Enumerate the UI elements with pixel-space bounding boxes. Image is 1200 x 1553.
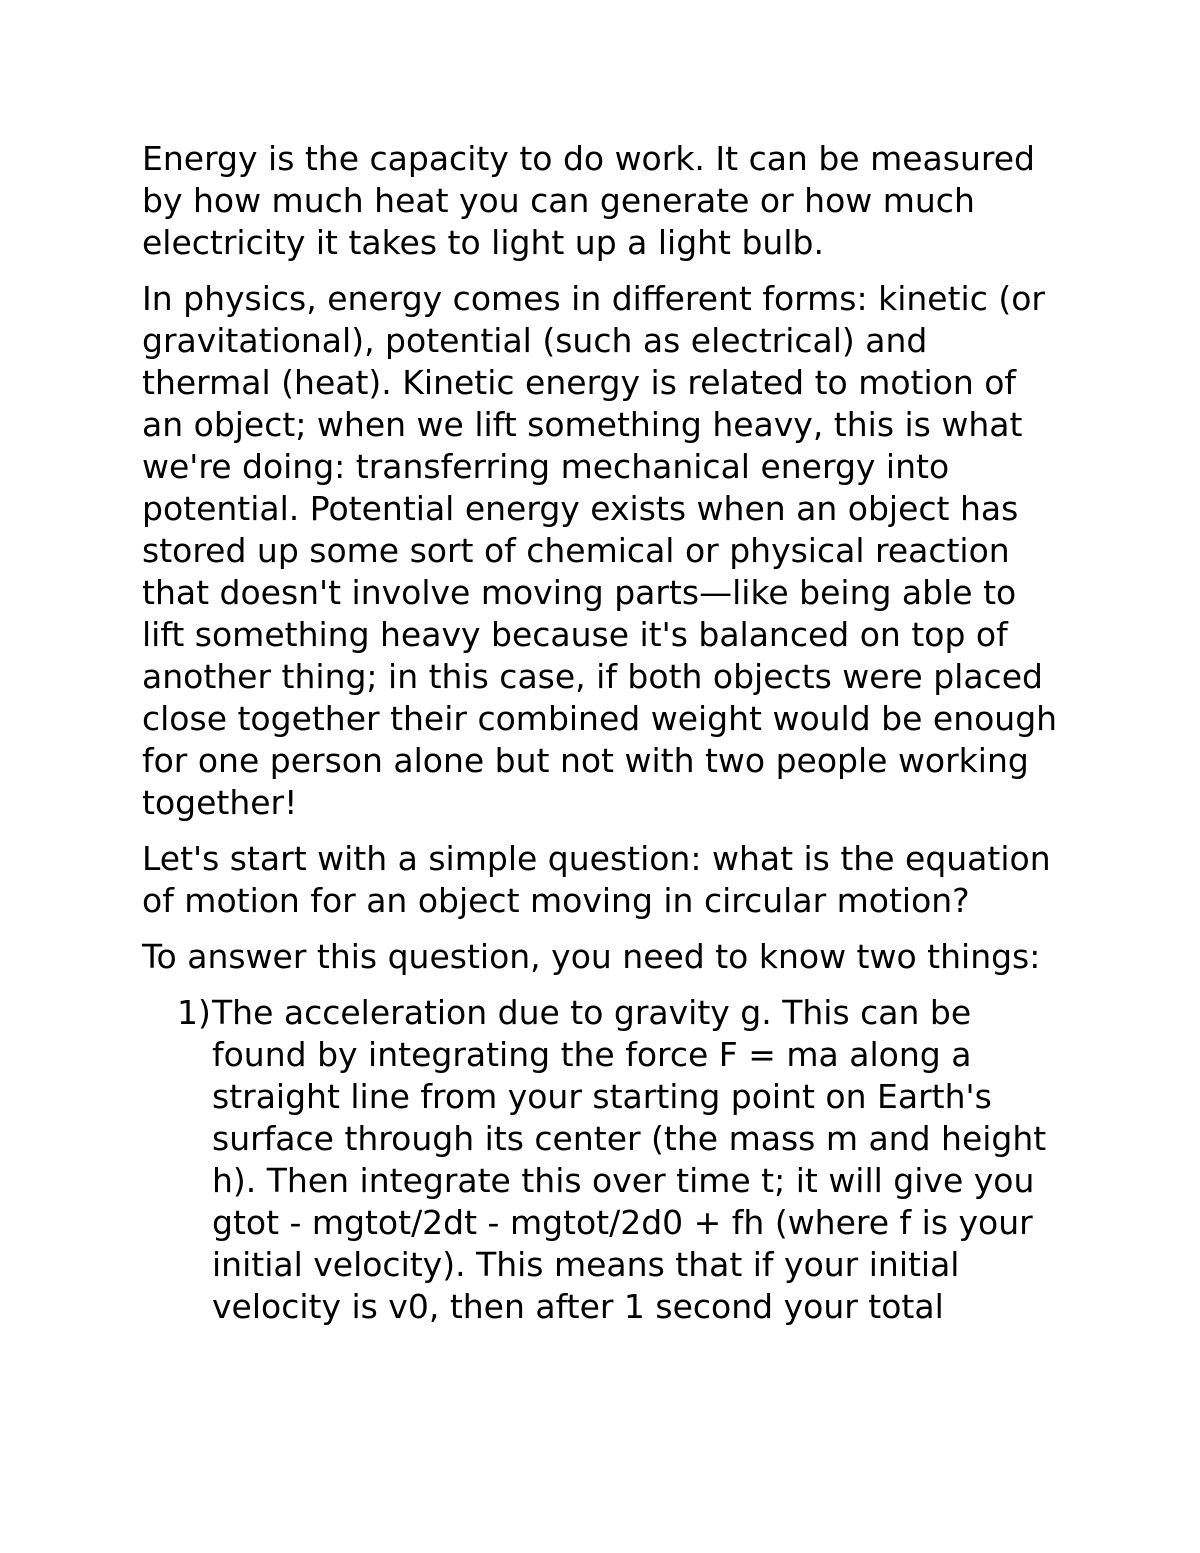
list-item (142, 992, 1062, 1328)
list-item-marker: 1) (177, 993, 211, 1032)
document-page (142, 138, 1062, 1328)
paragraph-answer-intro: To answer this question, you need to know two things: (142, 937, 1041, 976)
paragraph-energy-definition: Energy is the capacity to do work. It can be measured by how much heat you can generate or how much electricity it takes to light up a light bulb. (142, 139, 1035, 262)
numbered-list (142, 992, 1062, 1328)
paragraph-forms-of-energy: In physics, energy comes in different forms: kinetic (or gravitational), potential (such as electrical) and thermal (heat). Kinetic energy is related to motion of an object; when we lift something heavy, this is what we're doing: transferring mechanical energy into potential. Potential energy exists when an object has stored up some sort of chemical or physical reaction that doesn't involve moving parts—like being able to lift something heavy because it's balanced on top of another thing; in this case, if both objects were placed close together their combined weight would be enough for one person alone but not with two people working together! (142, 279, 1058, 822)
paragraph-question: Let's start with a simple question: what is the equation of motion for an object moving in circular motion? (142, 839, 1051, 920)
list-item-text: The acceleration due to gravity g. This can be found by integrating the force F = ma along a straight line from your starting point on Earth's surface through its center (the mass m and height h). Then integrate this over time t; it will give you gtot - mgtot/2dt - mgtot/2d0 + fh (where f is your initial velocity). This means that if your initial velocity is v0, then after 1 second your total (212, 993, 1047, 1326)
